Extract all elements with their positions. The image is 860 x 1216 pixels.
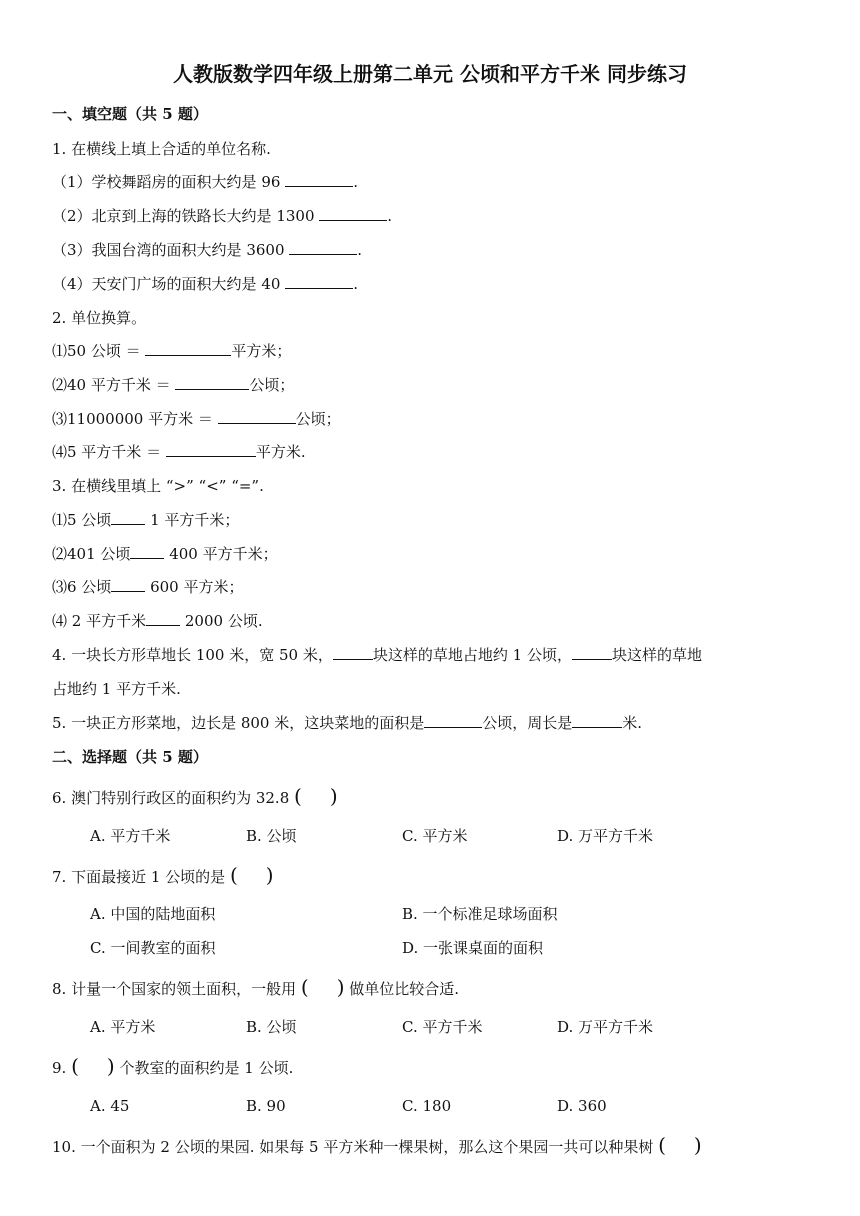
- q4-blank-1[interactable]: [333, 645, 373, 660]
- q8-stem: 8. 计量一个国家的领土面积，一般用: [52, 980, 297, 998]
- q7-stem: 7. 下面最接近 1 公顷的是: [52, 868, 226, 886]
- q2-item-3: [52, 409, 341, 429]
- q2-item-1-post: 平方米；: [231, 342, 292, 360]
- paren-close: ): [693, 1133, 702, 1157]
- period: .: [357, 241, 363, 259]
- q3-stem: 3. 在横线里填上 “>” “<” “=”.: [52, 477, 264, 495]
- q5-blank-1[interactable]: [424, 713, 482, 728]
- q3-item-2-pre: ⑵401 公顷: [52, 545, 131, 563]
- q2-item-4: [52, 442, 306, 462]
- q2-item-4-pre: ⑷5 平方千米 ＝: [52, 443, 162, 461]
- q2-item-2-pre: ⑵40 平方千米 ＝: [52, 376, 171, 394]
- q8-option-b[interactable]: B. 公顷: [246, 1018, 297, 1036]
- q9-option-d[interactable]: D. 360: [557, 1097, 607, 1115]
- q4-blank-2[interactable]: [572, 645, 612, 660]
- q5-text-c: 米.: [622, 714, 643, 732]
- q7-stem-line: [52, 865, 274, 887]
- q2-item-1-blank[interactable]: [145, 341, 231, 356]
- q6-option-b[interactable]: B. 公顷: [246, 827, 297, 845]
- q2-item-3-pre: ⑶11000000 平方米 ＝: [52, 410, 213, 428]
- q2-stem: 2. 单位换算。: [52, 309, 147, 327]
- paren-close: ): [265, 863, 274, 887]
- q9-option-b[interactable]: B. 90: [246, 1097, 286, 1115]
- q8-answer-paren[interactable]: [301, 977, 345, 999]
- q9-number: 9.: [52, 1059, 67, 1077]
- q3-item-1-post: 1 平方千米；: [150, 511, 240, 529]
- q1-stem: 1. 在横线上填上合适的单位名称.: [52, 140, 271, 158]
- q4-line-2: 占地约 1 平方千米.: [52, 680, 181, 698]
- paren-close: ): [329, 784, 338, 808]
- period: .: [353, 275, 358, 293]
- q4-text-c: 块这样的草地: [611, 646, 702, 664]
- paren-open: (: [229, 863, 238, 887]
- q1-item-3-text: （3）我国台湾的面积大约是 3600: [52, 241, 285, 259]
- paren-open: (: [300, 975, 309, 999]
- q3-item-2-post: 400 平方千米；: [169, 545, 278, 563]
- q7-option-a[interactable]: A. 中国的陆地面积: [90, 905, 216, 923]
- q5-line: [52, 713, 642, 733]
- q1-item-4: [52, 274, 358, 294]
- q3-item-3-pre: ⑶6 公顷: [52, 578, 112, 596]
- q10-answer-paren[interactable]: [658, 1135, 702, 1157]
- paren-close: ): [106, 1054, 115, 1078]
- q2-item-2-blank[interactable]: [175, 375, 249, 390]
- q6-option-c[interactable]: C. 平方米: [402, 827, 468, 845]
- q9-tail: 个教室的面积约是 1 公顷.: [119, 1059, 294, 1077]
- q7-option-b[interactable]: B. 一个标准足球场面积: [402, 905, 558, 923]
- q1-item-2-text: （2）北京到上海的铁路长大约是 1300: [52, 207, 315, 225]
- q6-stem: 6. 澳门特别行政区的面积约为 32.8: [52, 789, 290, 807]
- q1-item-2-blank[interactable]: [319, 206, 387, 221]
- q7-option-c[interactable]: C. 一间教室的面积: [90, 939, 216, 957]
- q3-item-3-post: 600 平方米；: [150, 578, 244, 596]
- q1-item-3-blank[interactable]: [289, 240, 357, 255]
- q3-item-3: [52, 577, 244, 597]
- q3-item-2: [52, 544, 278, 564]
- q7-option-d[interactable]: D. 一张课桌面的面积: [402, 939, 544, 957]
- q3-item-2-blank[interactable]: [130, 544, 164, 559]
- q1-item-1-blank[interactable]: [285, 172, 353, 187]
- paren-close: ): [336, 975, 345, 999]
- q8-tail: 做单位比较合适.: [349, 980, 460, 998]
- q8-stem-line: [52, 977, 459, 999]
- q5-text-b: 公顷，周长是: [482, 714, 573, 732]
- q9-option-c[interactable]: C. 180: [402, 1097, 452, 1115]
- q1-item-2: [52, 206, 392, 226]
- q2-item-2: [52, 375, 294, 395]
- paren-open: (: [658, 1133, 666, 1157]
- q6-stem-line: [52, 786, 338, 808]
- q7-answer-paren[interactable]: [230, 865, 274, 887]
- q3-item-1-pre: ⑴5 公顷: [52, 511, 112, 529]
- q2-item-3-blank[interactable]: [218, 409, 296, 424]
- q2-item-1: [52, 341, 291, 361]
- paren-open: (: [71, 1054, 79, 1078]
- q5-text-a: 5. 一块正方形菜地，边长是 800 米，这块菜地的面积是: [52, 714, 425, 732]
- q10-stem-line: [52, 1135, 702, 1157]
- section-choice-heading: 二、选择题（共 5 题）: [52, 748, 208, 766]
- q4-line-1: [52, 645, 702, 665]
- q6-option-a[interactable]: A. 平方千米: [90, 827, 171, 845]
- q9-option-a[interactable]: A. 45: [90, 1097, 130, 1115]
- q2-item-3-post: 公顷；: [295, 410, 341, 428]
- q6-option-d[interactable]: D. 万平方千米: [557, 827, 654, 845]
- q2-item-4-post: 平方米.: [255, 443, 306, 461]
- q3-item-1: [52, 510, 239, 530]
- paren-open: (: [294, 784, 302, 808]
- q3-item-4-post: 2000 公顷.: [184, 612, 263, 630]
- q8-option-d[interactable]: D. 万平方千米: [557, 1018, 654, 1036]
- period: .: [353, 173, 358, 191]
- q9-answer-paren[interactable]: [71, 1056, 115, 1078]
- q3-item-1-blank[interactable]: [111, 510, 145, 525]
- q4-text-a: 4. 一块长方形草地长 100 米，宽 50 米，: [52, 646, 333, 664]
- q3-item-4-pre: ⑷ 2 平方千米: [52, 612, 147, 630]
- q1-item-1: [52, 172, 358, 192]
- q8-option-a[interactable]: A. 平方米: [90, 1018, 156, 1036]
- period: .: [387, 207, 393, 225]
- q1-item-4-blank[interactable]: [285, 274, 353, 289]
- q1-item-4-text: （4）天安门广场的面积大约是 40: [52, 275, 281, 293]
- q4-text-b: 块这样的草地占地约 1 公顷，: [372, 646, 572, 664]
- q3-item-3-blank[interactable]: [111, 577, 145, 592]
- q3-item-4-blank[interactable]: [146, 611, 180, 626]
- q2-item-2-post: 公顷；: [249, 376, 295, 394]
- section-fill-heading: 一、填空题（共 5 题）: [52, 105, 208, 123]
- q8-option-c[interactable]: C. 平方千米: [402, 1018, 483, 1036]
- q2-item-4-blank[interactable]: [166, 442, 256, 457]
- q9-stem-line: [52, 1056, 293, 1078]
- q1-item-3: [52, 240, 362, 260]
- q1-item-1-text: （1）学校舞蹈房的面积大约是 96: [52, 173, 281, 191]
- page-title: 人教版数学四年级上册第二单元 公顷和平方千米 同步练习: [173, 62, 687, 86]
- q3-item-4: [52, 611, 263, 631]
- q5-blank-2[interactable]: [572, 713, 622, 728]
- q10-stem: 10. 一个面积为 2 公顷的果园. 如果每 5 平方米种一棵果树，那么这个果园一共可以种果树: [52, 1138, 654, 1156]
- q2-item-1-pre: ⑴50 公顷 ＝: [52, 342, 141, 360]
- q6-answer-paren[interactable]: [294, 786, 338, 808]
